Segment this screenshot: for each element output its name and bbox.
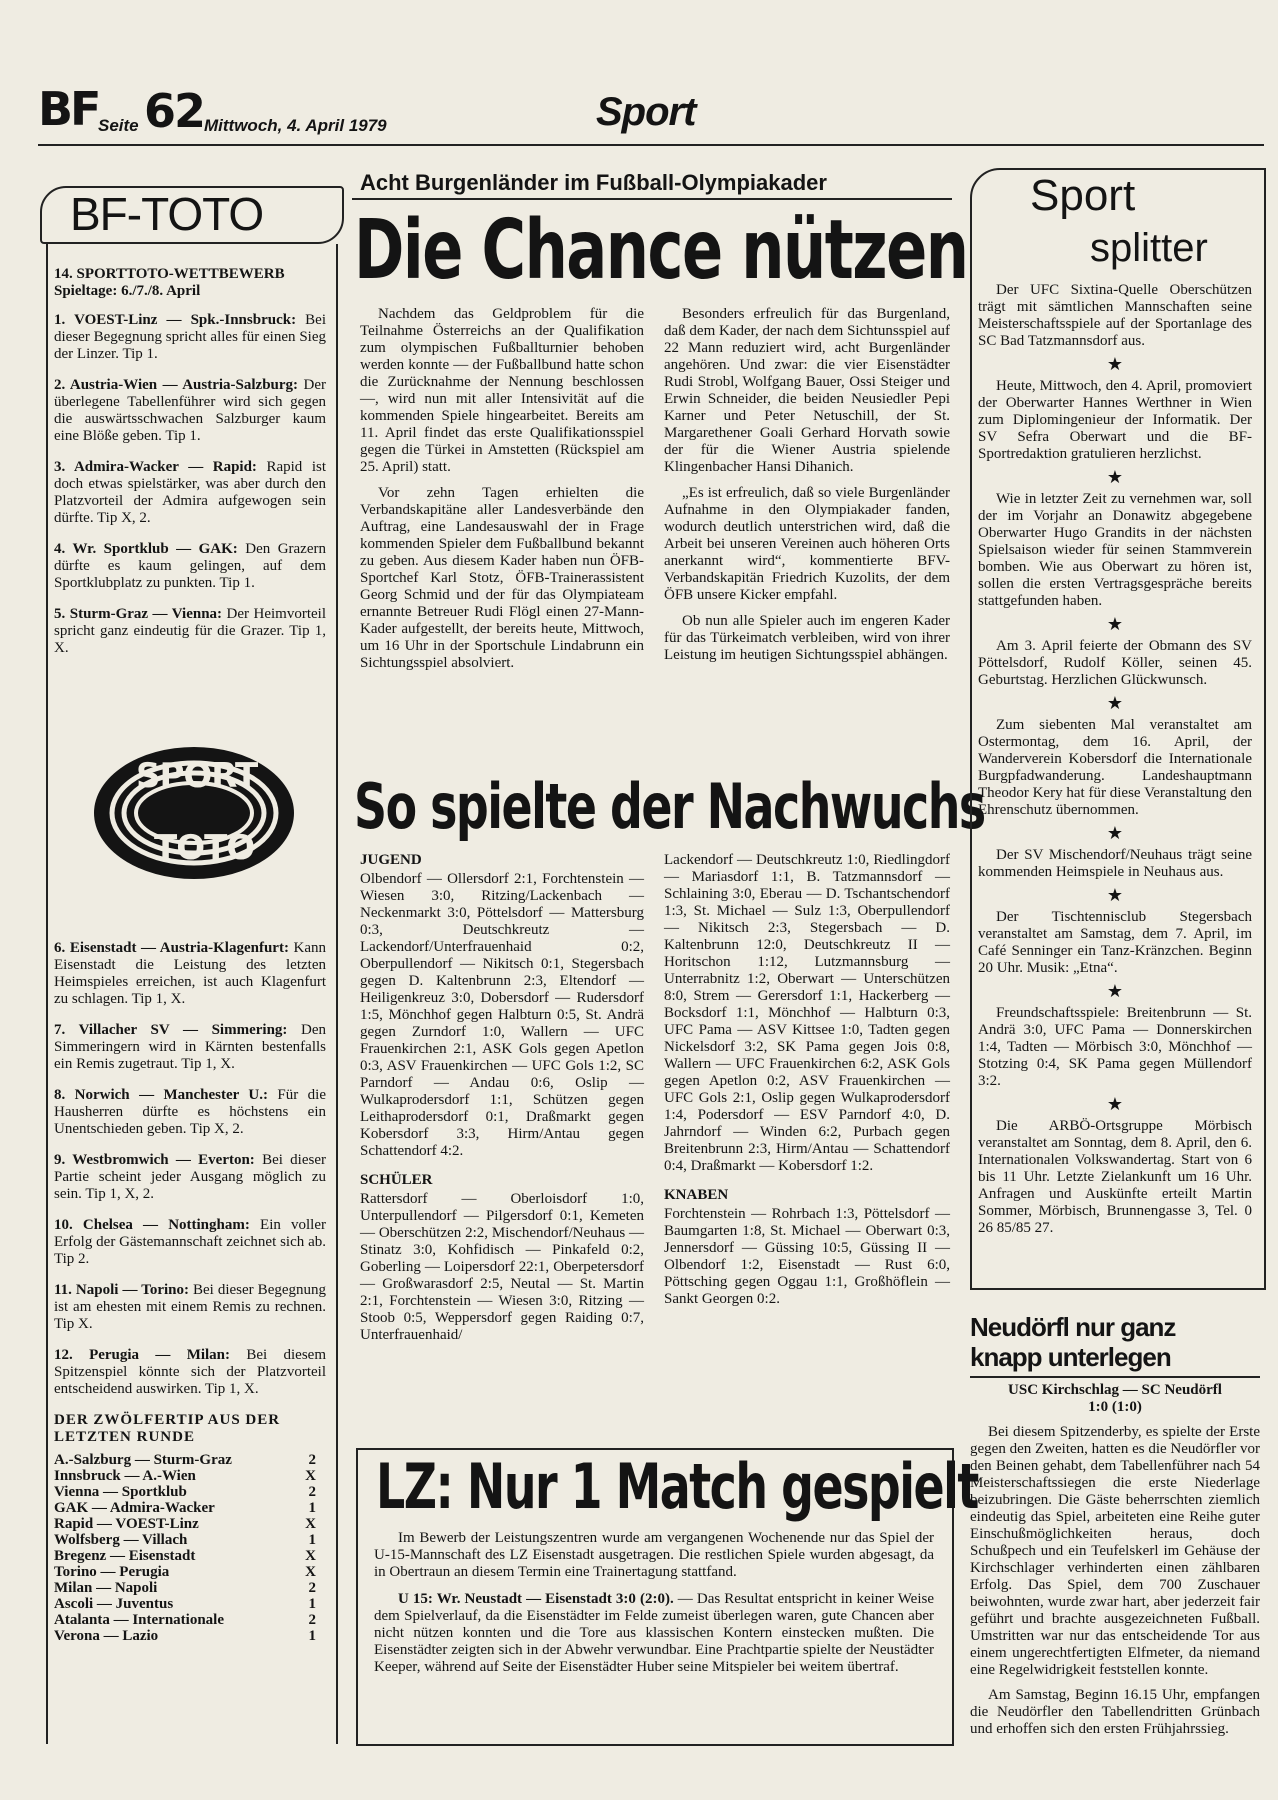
toto-match: 5. Sturm-Graz — Vienna: <box>54 606 223 622</box>
results-match: Vienna — Sportklub <box>54 1484 187 1500</box>
star-separator-icon: ★ <box>1106 354 1124 374</box>
toto-match: 12. Perugia — Milan: <box>54 1347 231 1363</box>
newspaper-logo: BF <box>38 82 99 136</box>
schueler-label: SCHÜLER <box>360 1172 433 1188</box>
toto-column-2 <box>54 940 326 1644</box>
section-title: Sport <box>596 90 696 134</box>
neudoerfl-headline-1: Neudörfl nur ganz <box>970 1312 1176 1342</box>
toto-competition: 14. SPORTTOTO-WETTBEWERB <box>54 266 285 282</box>
results-tip: 2 <box>308 1484 316 1500</box>
toto-spieltage: Spieltage: 6./7./8. April <box>54 283 201 299</box>
results-row <box>54 1628 326 1644</box>
toto-tip-list <box>54 312 326 657</box>
splitter-item: Der SV Mischendorf/Neuhaus trägt seine kommenden Heimspiele in Neuhaus aus. <box>978 847 1252 880</box>
results-row <box>54 1612 326 1628</box>
toto-tip-item <box>54 1282 326 1333</box>
main-headline: Die Chance nützen <box>354 203 968 298</box>
neudoerfl-headline-2: knapp unterlegen <box>970 1342 1171 1372</box>
neudoerfl-body <box>970 1382 1260 1738</box>
sport-toto-logo-bottom: TOTO <box>154 828 255 868</box>
results-row <box>54 1468 326 1484</box>
results-tip: X <box>305 1564 316 1580</box>
neudoerfl-result-line: USC Kirchschlag — SC Neudörfl <box>1008 1382 1222 1398</box>
sport-toto-logo-top: SPORT <box>136 756 258 796</box>
results-match: Verona — Lazio <box>54 1628 159 1644</box>
lz-body <box>374 1530 934 1676</box>
results-tip: X <box>305 1548 316 1564</box>
toto-right-rule <box>336 244 338 1744</box>
star-separator-icon: ★ <box>1106 885 1124 905</box>
results-tip: 1 <box>308 1532 316 1548</box>
toto-match: 3. Admira-Wacker — Rapid: <box>54 459 257 475</box>
toto-tip-text: Bei dieser Begegnung spricht alles für einen Sieg der Linzer. Tip 1. <box>54 312 326 362</box>
splitter-item: Die ARBÖ-Ortsgruppe Mörbisch veranstaltet am Sonntag, dem 8. April, den 6. Internationalen Volkswandertag. Start von 6 bis 11 Uhr. Letzte Zielankunft um 16 Uhr. Anfragen und Auskünfte erteilt Martin Sommer, Mörbisch, Brunnengasse 3, Tel. 0 26 85/85 27. <box>978 1118 1252 1236</box>
nachwuchs-headline: So spielte der Nachwuchs <box>354 770 985 843</box>
main-paragraph: Besonders erfreulich für das Burgenland, daß dem Kader, der nach dem Sichtunsspiel auf 22 Mann reduziert wird, acht Burgenländer angehören. Und zwar: die vier Eisenstädter Rudi Strobl, Wolfgang Bauer, Ossi Steiger und Erwin Schneider, die beiden Neusiedler Pepi Karner und Peter Netuschill, der St. Margarethener Goali Gerhard Horvath sowie der für die Wiener Austria spielende Klingenbacher Hansi Dihanich. <box>664 306 950 475</box>
jugend-results-cont: Lackendorf — Deutschkreutz 1:0, Riedlingdorf — Mariasdorf 1:1, B. Tatzmannsdorf — Schlaining 3:0, Eberau — D. Tschantschendorf 1:3, St. Michael — Sulz 1:3, Oberpullendorf — Nikitsch 2:3, Stegersbach — D. Kaltenbrunn 12:0, Deutschkreutz II — Horitschon 1:12, Lutzmannsburg — Unterrabnitz 1:2, Oberwart — Unterschützen 8:0, Strem — Gerersdorf 1:1, Hackerberg — Bocksdorf 1:1, Mönchhof — Halbturn 0:3, UFC Pama — ASV Kittsee 1:0, Tadten gegen Nickelsdorf 3:2, SK Pama gegen Jois 0:8, Wallern — UFC Frauenkirchen 6:2, ASK Gols gegen Apetlon 0:2, ASV Frauenkirchen — UFC Gols 2:1, Oslip gegen Wulkaprodersdorf 1:4, Podersdorf — ESV Parndorf 4:0, D. Jahrndorf — Winden 6:2, Purbach gegen Breitenbrunn 2:3, Hirm/Antau — Schattendorf 0:4, Draßmarkt — Kobersdorf 1:2. <box>664 852 950 1174</box>
splitter-item: Der Tischtennisclub Stegersbach veranstaltet am Samstag, dem 7. April, im Café Senninger ein Tanz-Kränzchen. Beginn 20 Uhr. Musik: „Etna“. <box>978 909 1252 976</box>
results-tip: 2 <box>308 1580 316 1596</box>
results-row <box>54 1500 326 1516</box>
lz-result-lead: U 15: Wr. Neustadt — Eisenstadt 3:0 (2:0). <box>398 1591 674 1607</box>
toto-tip-item <box>54 1217 326 1268</box>
star-separator-icon: ★ <box>1106 1094 1124 1114</box>
toto-match: 1. VOEST-Linz — Spk.-Innsbruck: <box>54 312 297 328</box>
toto-tip-item <box>54 1347 326 1398</box>
splitter-item: Am 3. April feierte der Obmann des SV Pöttelsdorf, Rudolf Köller, seinen 45. Geburtstag. Herzlichen Glückwunsch. <box>978 638 1252 688</box>
kicker-rule <box>352 198 952 200</box>
toto-match: 4. Wr. Sportklub — GAK: <box>54 541 238 557</box>
splitter-item: Freundschaftsspiele: Breitenbrunn — St. Andrä 3:0, UFC Pama — Donnerskirchen 1:4, Tadten — Mörbisch 3:0, Mönchhof — Stotzing 0:4, SK Pama gegen Müllendorf 3:2. <box>978 1005 1252 1089</box>
toto-tip-item <box>54 377 326 445</box>
toto-tip-item <box>54 459 326 527</box>
results-match: Torino — Perugia <box>54 1564 170 1580</box>
neudoerfl-rule <box>970 1376 1260 1378</box>
results-match: Milan — Napoli <box>54 1580 158 1596</box>
results-table <box>54 1452 326 1644</box>
sport-toto-logo <box>92 744 296 882</box>
toto-tip-text: Ein voller Erfolg der Gästemannschaft zeichnet sich ab. Tip 2. <box>54 1217 326 1267</box>
splitter-item: Zum siebenten Mal veranstaltet am Ostermontag, dem 16. April, der Wanderverein Kobersdorf die Internationale Burgpfadwanderung. Landeshauptmann Theodor Kery hat für diese Veranstaltung den Ehrenschutz übernommen. <box>978 717 1252 818</box>
splitter-item: Wie in letzter Zeit zu vernehmen war, soll der im Vorjahr an Donawitz abgegebene Oberwarter Hugo Grandits in der nächsten Spielsaison wieder für seinen Stammverein bomben. Wie aus Oberwart zu hören ist, sollen die ersten Vertragsgespräche bereits stattgefunden haben. <box>978 491 1252 609</box>
results-tip: 1 <box>308 1500 316 1516</box>
results-row <box>54 1452 326 1468</box>
results-tip: 2 <box>308 1452 316 1468</box>
results-row <box>54 1516 326 1532</box>
toto-tip-text: Kann Eisenstadt die Leistung des letzten Heimspieles erreichen, ist auch Klagenfurt zu schlagen. Tip 1, X. <box>54 940 326 1007</box>
nachwuchs-col-2 <box>664 852 950 1308</box>
main-paragraph: „Es ist erfreulich, daß so viele Burgenländer Aufnahme in den Olympiakader fanden, wodurch deutlich unterstrichen wird, daß die Arbeit bei unseren Vereinen auch höheren Orts anerkannt wird“, kommentierte BFV-Verbandskapitän Friedrich Kuzolits, der dem ÖFB unsere Kicker empfahl. <box>664 485 950 603</box>
toto-column <box>54 266 326 671</box>
schueler-results: Rattersdorf — Oberloisdorf 1:0, Unterpullendorf — Pilgersdorf 0:1, Kemeten — Oberschützen 2:2, Mischendorf/Neuhaus — Stinatz 3:0, Kohfidisch — Pinkafeld 0:2, Goberling — Loipersdorf 22:1, Oberpetersdorf — Großwarasdorf 2:5, Neutal — St. Martin 2:1, Forchtenstein — Wiesen 3:0, Ritzing — Stoob 0:5, Weppersdorf gegen Raiding 0:7, Unterfrauenhaid/ <box>360 1191 644 1343</box>
main-col-2 <box>664 306 950 673</box>
splitter-column <box>978 282 1252 1237</box>
toto-left-rule <box>46 244 48 1744</box>
results-row <box>54 1596 326 1612</box>
splitter-title-bottom: splitter <box>1090 226 1208 270</box>
results-tip: X <box>305 1468 316 1484</box>
seite-label: Seite <box>98 116 139 135</box>
jugend-results: Olbendorf — Ollersdorf 2:1, Forchtenstein — Wiesen 3:0, Ritzing/Lackenbach — Neckenmarkt 3:0, Pöttelsdorf — Mattersburg 0:3, Deutschkreutz — Lackendorf/Unterfrauenhaid 0:2, Oberpullendorf — Nikitsch 0:1, Stegersbach gegen D. Kaltenbrunn 2:3, Eltendorf — Heiligenkreuz 3:0, Dobersdorf — Rudersdorf 1:5, Mönchhof gegen Halbturn 0:5, St. Andrä gegen Zurndorf 1:0, Wallern — UFC Frauenkirchen 2:1, ASK Gols gegen Apetlon 0:3, ASV Frauenkirchen — UFC Gols 1:2, SC Parndorf — Andau 0:6, Oslip — Wulkaprodersdorf 1:1, Schützen gegen Leithaprodersdorf 0:1, Draßmarkt gegen Kobersdorf 3:3, Hirm/Antau gegen Schattendorf 4:2. <box>360 871 644 1159</box>
main-paragraph: Vor zehn Tagen erhielten die Verbandskapitäne aller Landesverbände den Auftrag, eine Landesauswahl der in Frage kommenden Spieler dem Fußballbund bekannt zu geben. Aus diesem Kader haben nun ÖFB-Sportchef Karl Stotz, ÖFB-Trainerassistent Georg Schmid und der für das Olympiateam ernannte Betreuer Rudi Flögl einen 27-Mann-Kader aufgestellt, der bereits heute, Mittwoch, um 16 Uhr in der Sportschule Lindabrunn ein Sichtungsspiel absolviert. <box>360 485 644 671</box>
splitter-title-top: Sport <box>1030 171 1136 220</box>
toto-tip-text: Den Simmeringern wird in Kärnten bestenfalls ein Remis zugetraut. Tip 1, X. <box>54 1022 326 1072</box>
toto-match: 9. Westbromwich — Everton: <box>54 1152 255 1168</box>
star-separator-icon: ★ <box>1106 693 1124 713</box>
main-paragraph: Nachdem das Geldproblem für die Teilnahme Österreichs an der Qualifikation zum olympischen Fußballturnier behoben werden konnte — der Fußballbund hatte schon die Zurücknahme der Nennung beschlossen —, wird nun mit aller Intensivität auf die kommenden Spiele hingearbeitet. Bereits am 11. April findet das erste Qualifikationsspiel gegen die Türkei in Amstetten (Rückspiel am 25. April) statt. <box>360 306 644 475</box>
splitter-item: Heute, Mittwoch, den 4. April, promoviert der Oberwarter Hannes Werthner in Wien zum Diplomingenieur der Informatik. Der SV Sefra Oberwart und die BF-Sportredaktion gratulieren herzlichst. <box>978 378 1252 462</box>
toto-tip-text: Der überlegene Tabellenführer wird sich gegen die auswärtsschwachen Salzburger kaum eine Blöße geben. Tip 1. <box>54 377 327 444</box>
star-separator-icon: ★ <box>1106 467 1124 487</box>
main-paragraph: Ob nun alle Spieler auch im engeren Kader für das Türkeimatch verbleiben, wird von ihrer Leistung im heutigen Sichtungsspiel abhängen. <box>664 613 950 663</box>
neudoerfl-paragraph-1: Bei diesem Spitzenderby, es spielte der Erste gegen den Zweiten, hatten es die Neudörfler vor den Beinen gehabt, dem Tabellenführer nach 54 Meisterschaftssiegen die erste Niederlage beizubringen. Die Gäste beherrschten ziemlich eindeutig das Spiel, arbeiteten eine Reihe guter Einschußmöglichkeiten heraus, doch Schußpech und ein Teufelskerl im Gehäuse der Kirchschlager verhinderten einen zählbaren Erfolg. Das Spiel, dem 700 Zuschauer beiwohnten, wurde zwar hart, aber jederzeit fair geführt und brachte ausgezeichneten Fußball. Umstritten war nur das entscheidende Tor aus einem ungerechtfertigten Elfmeter, da niemand eine Regelwidrigkeit feststellen konnte. <box>970 1424 1260 1678</box>
toto-tip-text: Der Heimvorteil spricht ganz eindeutig für die Grazer. Tip 1, X. <box>54 606 327 656</box>
results-row <box>54 1548 326 1564</box>
toto-tip-text: Bei dieser Partie scheint jeder Ausgang möglich zu sein. Tip 1, X, 2. <box>54 1152 326 1202</box>
results-row <box>54 1564 326 1580</box>
toto-tip-item <box>54 1087 326 1138</box>
toto-tip-list-2 <box>54 940 326 1398</box>
star-separator-icon: ★ <box>1106 981 1124 1001</box>
toto-tip-item <box>54 541 326 592</box>
page-number: 62 <box>144 84 205 138</box>
knaben-results: Forchtenstein — Rohrbach 1:3, Pöttelsdorf — Baumgarten 1:8, St. Michael — Oberwart 0:3, Jennersdorf — Güssing 10:5, Güssing II — Olbendorf 1:2, Eisenstadt — Rust 6:0, Pöttsching gegen Oggau 1:1, Großhöflein — Sankt Georgen 0:2. <box>664 1206 950 1307</box>
results-match: A.-Salzburg — Sturm-Graz <box>54 1452 232 1468</box>
header-rule <box>38 144 1264 146</box>
toto-tip-item <box>54 1022 326 1073</box>
results-row <box>54 1580 326 1596</box>
toto-tip-text: Bei dieser Begegnung ist am ehesten mit einem Remis zu rechnen. Tip X. <box>54 1282 327 1332</box>
lz-headline: LZ: Nur 1 Match gespielt <box>376 1450 978 1523</box>
toto-match: 2. Austria-Wien — Austria-Salzburg: <box>54 377 299 393</box>
issue-date: Mittwoch, 4. April 1979 <box>204 116 387 135</box>
toto-tip-text: Den Grazern dürfte es kaum gelingen, auf dem Sportklubplatz zu punkten. Tip 1. <box>54 541 326 591</box>
results-tip: 1 <box>308 1596 316 1612</box>
lz-paragraph-2 <box>374 1591 934 1676</box>
toto-tip-item <box>54 312 326 363</box>
results-match: Ascoli — Juventus <box>54 1596 174 1612</box>
star-separator-icon: ★ <box>1106 614 1124 634</box>
results-tip: 2 <box>308 1612 316 1628</box>
results-match: Atalanta — Internationale <box>54 1612 224 1628</box>
results-match: Bregenz — Eisenstadt <box>54 1548 196 1564</box>
results-match: GAK — Admira-Wacker <box>54 1500 215 1516</box>
toto-match: 7. Villacher SV — Simmering: <box>54 1022 288 1038</box>
results-match: Rapid — VOEST-Linz <box>54 1516 199 1532</box>
main-kicker: Acht Burgenländer im Fußball-Olympiakader <box>360 170 827 195</box>
main-col-1 <box>360 306 644 681</box>
splitter-item: Der UFC Sixtina-Quelle Oberschützen trägt mit sämtlichen Mannschaften seine Meisterschaftsspiele auf der Sportanlage des SC Bad Tatzmannsdorf aus. <box>978 282 1252 349</box>
jugend-label: JUGEND <box>360 852 422 868</box>
toto-tip-item <box>54 1152 326 1203</box>
toto-tip-text: Für die Hausherren dürfte es höchstens ein Unentschieden geben. Tip X, 2. <box>54 1087 326 1137</box>
toto-tip-text: Rapid ist doch etwas spielstärker, was aber durch den Platzvorteil der Admira aufgewogen sein dürfte. Tip X, 2. <box>54 459 327 526</box>
neudoerfl-paragraph-2: Am Samstag, Beginn 16.15 Uhr, empfangen die Neudörfler den Tabellendritten Grünbach und erhoffen sich den ersten Frühjahrssieg. <box>970 1687 1260 1737</box>
results-row <box>54 1484 326 1500</box>
knaben-label: KNABEN <box>664 1187 729 1203</box>
toto-match: 11. Napoli — Torino: <box>54 1282 189 1298</box>
toto-tip-item <box>54 606 326 657</box>
results-match: Innsbruck — A.-Wien <box>54 1468 196 1484</box>
lz-paragraph-1: Im Bewerb der Leistungszentren wurde am vergangenen Wochenende nur das Spiel der U-15-Mannschaft des LZ Eisenstadt ausgetragen. Die restlichen Spiele wurden abgesagt, da in Obertraun an diesem Termin eine Trainertagung stattfand. <box>374 1530 934 1580</box>
results-row <box>54 1532 326 1548</box>
neudoerfl-result-score: 1:0 (1:0) <box>1088 1399 1142 1415</box>
toto-tip-text: Bei diesem Spitzenspiel könnte sich der Platzvorteil entscheidend auswirken. Tip 1, X. <box>54 1347 326 1397</box>
toto-match: 6. Eisenstadt — Austria-Klagenfurt: <box>54 940 289 956</box>
results-title: DER ZWÖLFERTIP AUS DER LETZTEN RUNDE <box>54 1412 281 1445</box>
toto-match: 8. Norwich — Manchester U.: <box>54 1087 268 1103</box>
results-tip: 1 <box>308 1628 316 1644</box>
toto-match: 10. Chelsea — Nottingham: <box>54 1217 250 1233</box>
results-tip: X <box>305 1516 316 1532</box>
star-separator-icon: ★ <box>1106 823 1124 843</box>
results-match: Wolfsberg — Villach <box>54 1532 188 1548</box>
nachwuchs-col-1 <box>360 852 644 1344</box>
lz-result-text: — Das Resultat entspricht in keiner Weise dem Spielverlauf, da die Eisenstädter im Felde zumeist überlegen waren, gute Chancen aber nicht nützen konnten und die Tore aus klassischen Kontern einstecken mußten. Die Eisenstädter zeigten sich in der Abwehr verwundbar. Eine Prachtpartie spielte der Neustädter Keeper, während auf Seite der Eisenstädter Huber seine Mitspieler bei weitem übertraf. <box>374 1591 935 1675</box>
toto-title: BF-TOTO <box>70 188 264 240</box>
toto-tip-item <box>54 940 326 1008</box>
